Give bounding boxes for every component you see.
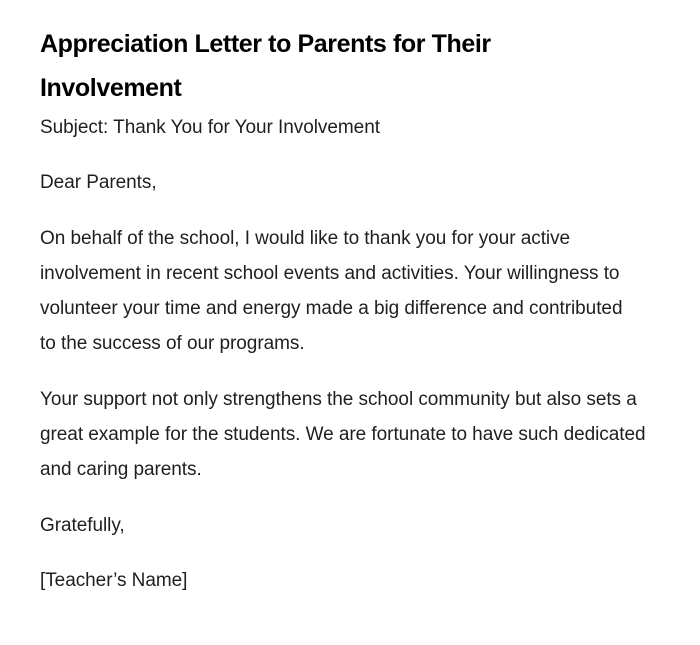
letter-paragraph-2: Your support not only strengthens the school community but also sets a great example for the students. We are fortunate to have such dedicated and caring parents. [40, 388, 646, 481]
letter-closing: Gratefully, [40, 514, 125, 536]
letter-paragraph-1: On behalf of the school, I would like to thank you for your active involvement in recent school events and activities. Your willingness to volunteer your time and energy made a big difference and contributed to the success of our programs. [40, 227, 623, 355]
letter-subject: Subject: Thank You for Your Involvement [40, 117, 380, 138]
letter-salutation: Dear Parents, [40, 172, 157, 194]
letter-signature: [Teacher’s Name] [40, 569, 188, 591]
letter-title: Appreciation Letter to Parents for Their Involvement [40, 30, 491, 102]
